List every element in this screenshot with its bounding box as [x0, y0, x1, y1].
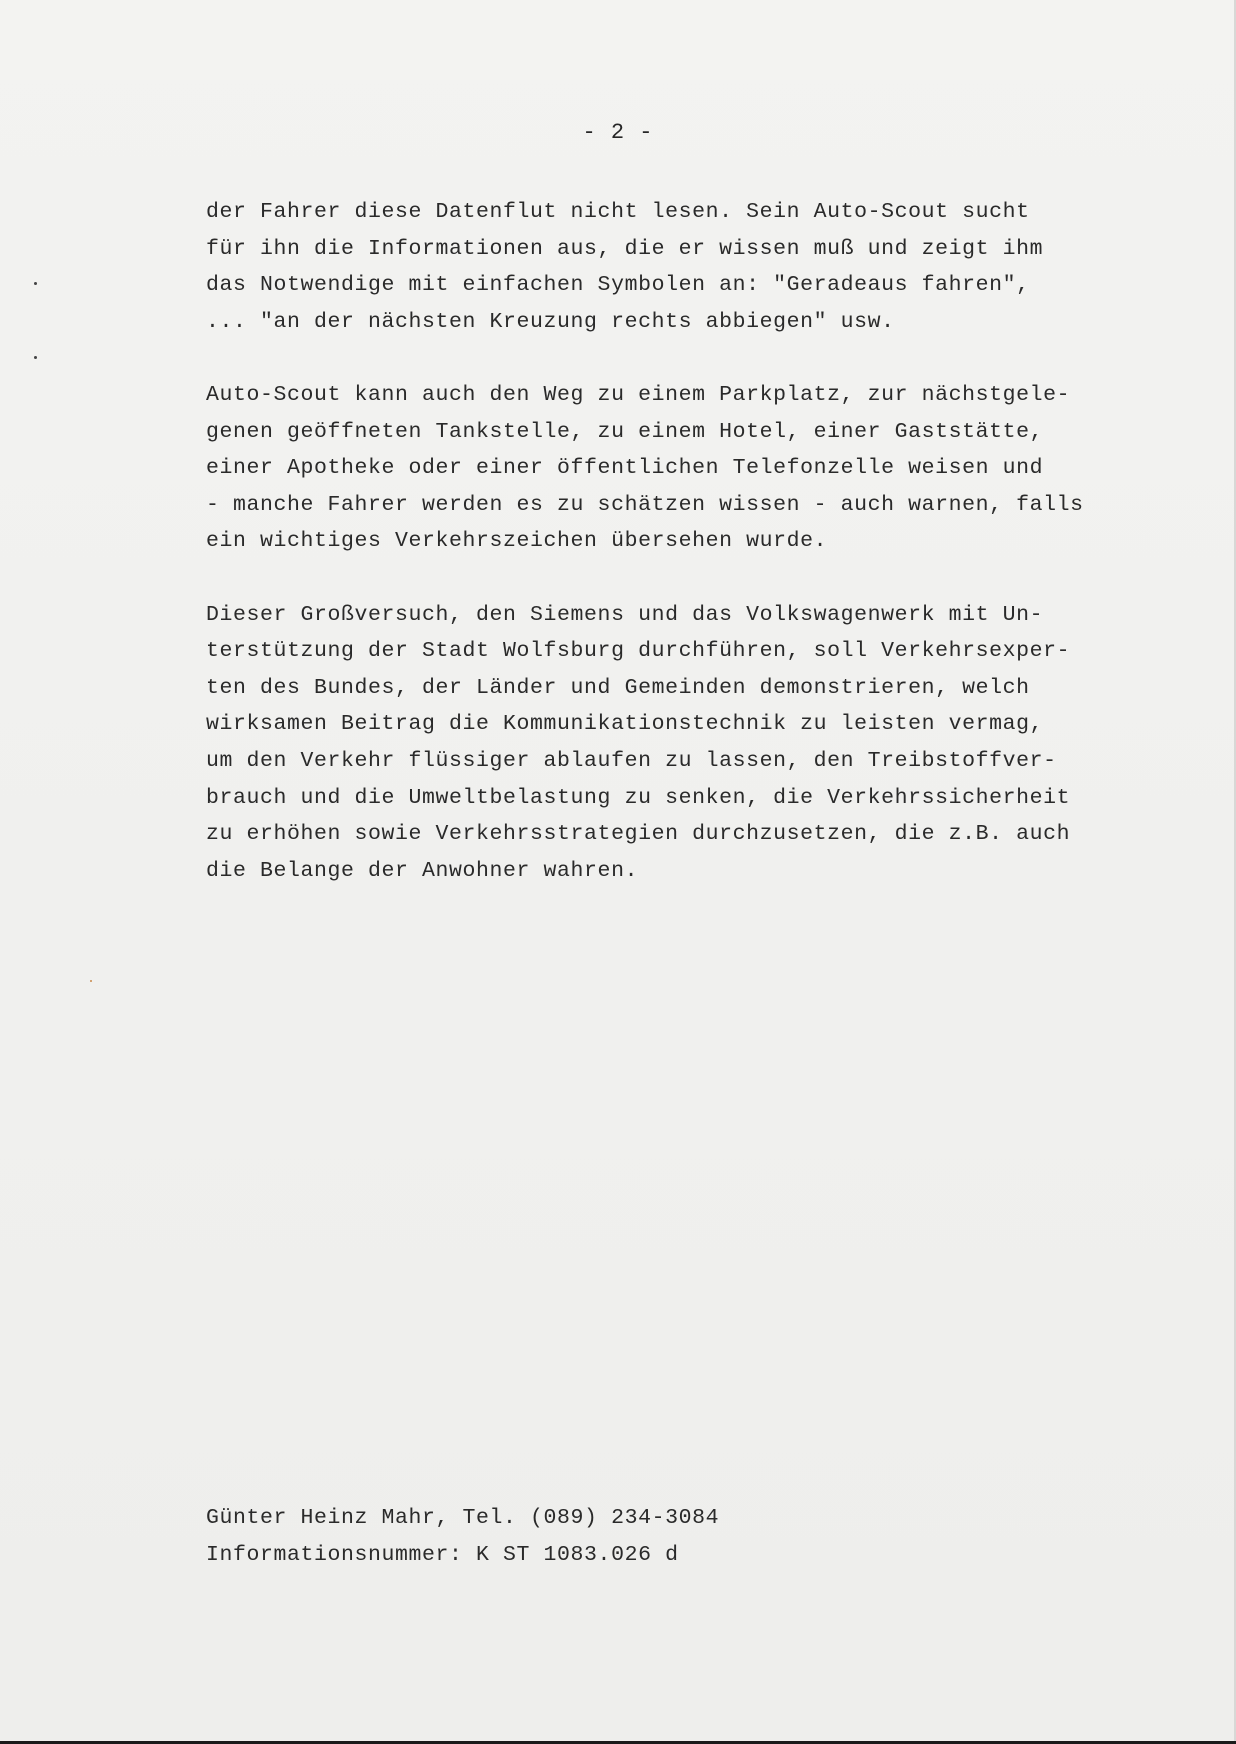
text-line: der Fahrer diese Datenflut nicht lesen. Sein Auto-Scout sucht — [206, 200, 1030, 224]
text-line: terstützung der Stadt Wolfsburg durchführen, soll Verkehrsexper- — [206, 639, 1071, 664]
paragraph-1 — [206, 194, 1206, 340]
scan-speck — [90, 980, 92, 982]
body-text — [206, 194, 1206, 926]
text-line: wirksamen Beitrag die Kommunikationstechnik zu leisten vermag, — [206, 712, 1044, 737]
scan-speck — [34, 282, 37, 285]
text-line: ein wichtiges Verkehrszeichen übersehen wurde. — [206, 529, 828, 554]
text-line: einer Apotheke oder einer öffentlichen Telefonzelle weisen und — [206, 456, 1044, 481]
text-line: ... "an der nächsten Kreuzung rechts abbiegen" usw. — [206, 309, 895, 334]
text-line: die Belange der Anwohner wahren. — [206, 858, 639, 883]
text-line: zu erhöhen sowie Verkehrsstrategien durchzusetzen, die z.B. auch — [206, 822, 1071, 847]
paragraph-2 — [206, 377, 1206, 560]
scan-speck — [34, 356, 37, 359]
text-line: Auto-Scout kann auch den Weg zu einem Parkplatz, zur nächstgele- — [206, 382, 1071, 407]
text-line: um den Verkehr flüssiger ablaufen zu lassen, den Treibstoffver- — [206, 748, 1057, 773]
footer — [206, 1500, 719, 1574]
text-line: - manche Fahrer werden es zu schätzen wissen - auch warnen, falls — [206, 492, 1084, 517]
text-line: das Notwendige mit einfachen Symbolen an: "Geradeaus fahren", — [206, 273, 1030, 298]
text-line: genen geöffneten Tankstelle, zu einem Hotel, einer Gaststätte, — [206, 419, 1044, 444]
text-line: brauch und die Umweltbelastung zu senken, die Verkehrssicherheit — [206, 785, 1071, 810]
page-number: - 2 - — [582, 120, 654, 145]
text-line: für ihn die Informationen aus, die er wissen muß und zeigt ihm — [206, 236, 1044, 261]
text-line: Dieser Großversuch, den Siemens und das Volkswagenwerk mit Un- — [206, 602, 1044, 627]
info-number-line: Informationsnummer: K ST 1083.026 d — [206, 1543, 679, 1567]
paragraph-3 — [206, 597, 1206, 890]
text-line: ten des Bundes, der Länder und Gemeinden demonstrieren, welch — [206, 675, 1030, 700]
contact-line: Günter Heinz Mahr, Tel. (089) 234-3084 — [206, 1506, 720, 1530]
